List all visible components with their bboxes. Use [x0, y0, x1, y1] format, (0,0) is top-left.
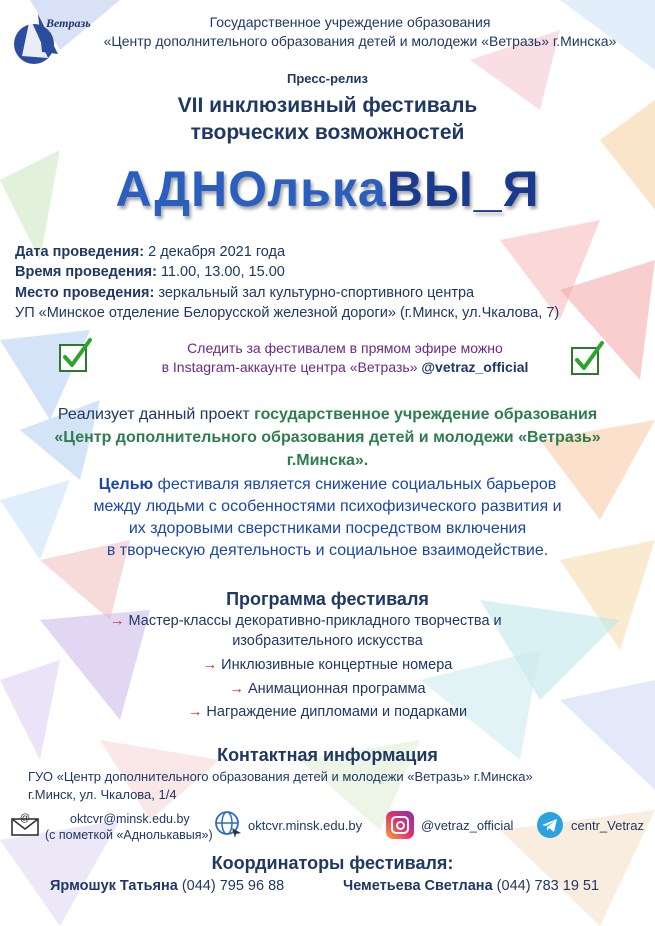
coordinator-2-phone: (044) 783 19 51 — [496, 878, 600, 894]
email-icon — [10, 811, 40, 837]
program-item-4-text: Награждение дипломами и подарками — [206, 704, 468, 720]
event-date — [15, 244, 285, 260]
red-arrow-icon: → — [110, 613, 125, 629]
event-place-line2: УП «Минское отделение Белорусской железной дороги» (г.Минск, ул.Чкалова, 7) — [15, 305, 560, 321]
coordinator-1 — [50, 878, 284, 894]
coordinator-2 — [343, 878, 599, 894]
header-org-line2: «Центр дополнительного образования детей и молодежи «Ветразь» г.Минска» — [103, 33, 617, 49]
contacts-address: г.Минск, ул. Чкалова, 1/4 — [28, 787, 177, 802]
place-value: зеркальный зал культурно-спортивного центра — [158, 285, 475, 301]
header-org-line1: Государственное учреждение образования — [209, 14, 491, 30]
contacts-title: Контактная информация — [217, 745, 438, 765]
about-org-b: «Центр дополнительного образования детей и молодежи «Ветразь» — [54, 429, 601, 446]
program-title: Программа фестиваля — [226, 589, 429, 609]
festival-title-line1: VII инклюзивный фестиваль — [177, 94, 478, 117]
program-item-3-text: Анимационная программа — [247, 681, 426, 697]
contacts-org: ГУО «Центр дополнительного образования детей и молодежи «Ветразь» г.Минска» — [28, 769, 533, 784]
about-org-a: государственное учреждение образования — [254, 406, 598, 423]
globe-icon — [213, 809, 243, 839]
date-label: Дата проведения: — [15, 244, 145, 260]
date-value: 2 декабря 2021 года — [148, 244, 286, 260]
festival-title-line2: творческих возможностей — [190, 121, 465, 144]
goal-line1 — [0, 476, 655, 494]
red-arrow-icon: → — [187, 704, 203, 720]
time-value: 11.00, 13.00, 15.00 — [160, 264, 285, 280]
logo-text: Ветразь — [46, 16, 91, 30]
program-item-1 — [110, 613, 502, 629]
program-item-1-text: Мастер-классы декоративно-прикладного творчества и — [128, 613, 502, 629]
contact-website[interactable]: oktcvr.minsk.edu.by — [248, 818, 363, 833]
contact-email-note: (с пометкой «Аднолькавыя») — [45, 828, 213, 842]
live-instagram-handle[interactable]: @vetraz_official — [421, 359, 529, 375]
logo — [8, 10, 91, 66]
red-arrow-icon: → — [229, 681, 244, 697]
about-intro: Реализует данный проект — [57, 406, 250, 423]
coordinators-title: Координаторы фестиваля: — [211, 853, 454, 873]
live-line2-text: в Instagram-аккаунте центра «Ветразь» — [161, 359, 418, 375]
festival-name — [0, 160, 655, 218]
program-item-2 — [0, 657, 655, 673]
press-release-label: Пресс-релиз — [286, 71, 368, 86]
program-item-1-line2: изобразительного искусства — [232, 633, 423, 649]
festival-name-part1: АДНОлька — [115, 161, 387, 217]
live-line2 — [0, 359, 655, 375]
coordinator-1-phone: (044) 795 96 88 — [181, 878, 285, 894]
festival-name-part2: ВЫ_Я — [386, 161, 540, 217]
contact-instagram[interactable]: @vetraz_official — [421, 818, 514, 833]
goal-line3: их здоровыми сверстниками посредством включения — [128, 520, 527, 537]
telegram-icon[interactable] — [535, 810, 565, 840]
goal-line2: между людьми с особенностями психофизического развития и — [93, 498, 562, 515]
instagram-icon[interactable] — [386, 811, 414, 839]
event-time — [15, 264, 285, 280]
red-arrow-icon: → — [202, 657, 218, 673]
coordinator-2-name: Чеметьева Светлана — [343, 878, 493, 894]
coordinator-1-name: Ярмошук Татьяна — [50, 878, 178, 894]
program-item-4 — [0, 704, 655, 720]
time-label: Время проведения: — [15, 264, 157, 280]
live-line1: Следить за фестивалем в прямом эфире можно — [187, 340, 503, 356]
goal-text1: фестиваля является снижение социальных барьеров — [157, 476, 557, 493]
goal-line4: в творческую деятельность и социальное взаимодействие. — [106, 542, 549, 559]
program-item-2-text: Инклюзивные концертные номера — [221, 657, 453, 673]
svg-text:@: @ — [19, 813, 31, 824]
event-place — [15, 285, 474, 301]
contact-email[interactable]: oktcvr@minsk.edu.by — [70, 812, 190, 826]
about-line1 — [0, 406, 655, 424]
goal-word: Целью — [98, 476, 154, 493]
contact-telegram[interactable]: centr_Vetraz — [571, 818, 644, 833]
about-org-c: г.Минска». — [286, 452, 369, 469]
place-label: Место проведения: — [15, 285, 155, 301]
program-item-3 — [0, 681, 655, 697]
